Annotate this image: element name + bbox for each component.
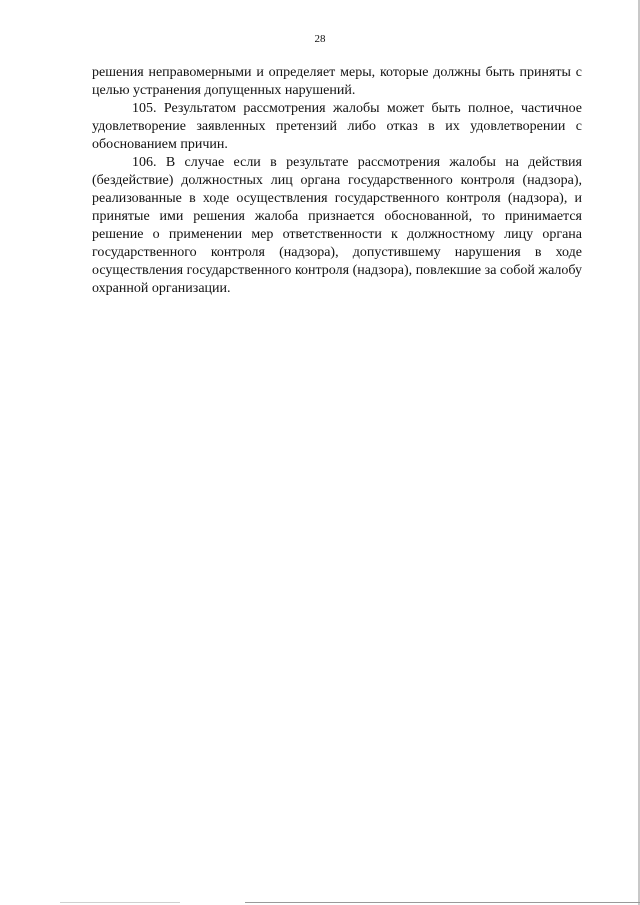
- document-body: [92, 64, 582, 298]
- paragraph-106: 106. В случае если в результате рассмотрения жалобы на действия (бездействие) должностных лиц органа государственного контроля (надзора), реализованные в ходе осуществления государственного контроля (надзора), и принятые ими решения жалоба признается обоснованной, то принимается решение о применении мер ответственности к должностному лицу органа государственного контроля (надзора), допустившему нарушения в ходе осуществления государственного контроля (надзора), повлекшие за собой жалобу охранной организации.: [92, 155, 582, 296]
- paragraph-105: 105. Результатом рассмотрения жалобы может быть полное, частичное удовлетворение заявленных претензий либо отказ в их удовлетворении с обоснованием причин.: [92, 101, 582, 152]
- page-number: 28: [314, 33, 326, 45]
- paragraph-continuation: решения неправомерными и определяет меры, которые должны быть приняты с целью устранения допущенных нарушений.: [92, 65, 582, 98]
- scan-edge-bottom-left: [60, 902, 180, 903]
- scan-edge-bottom: [245, 902, 640, 903]
